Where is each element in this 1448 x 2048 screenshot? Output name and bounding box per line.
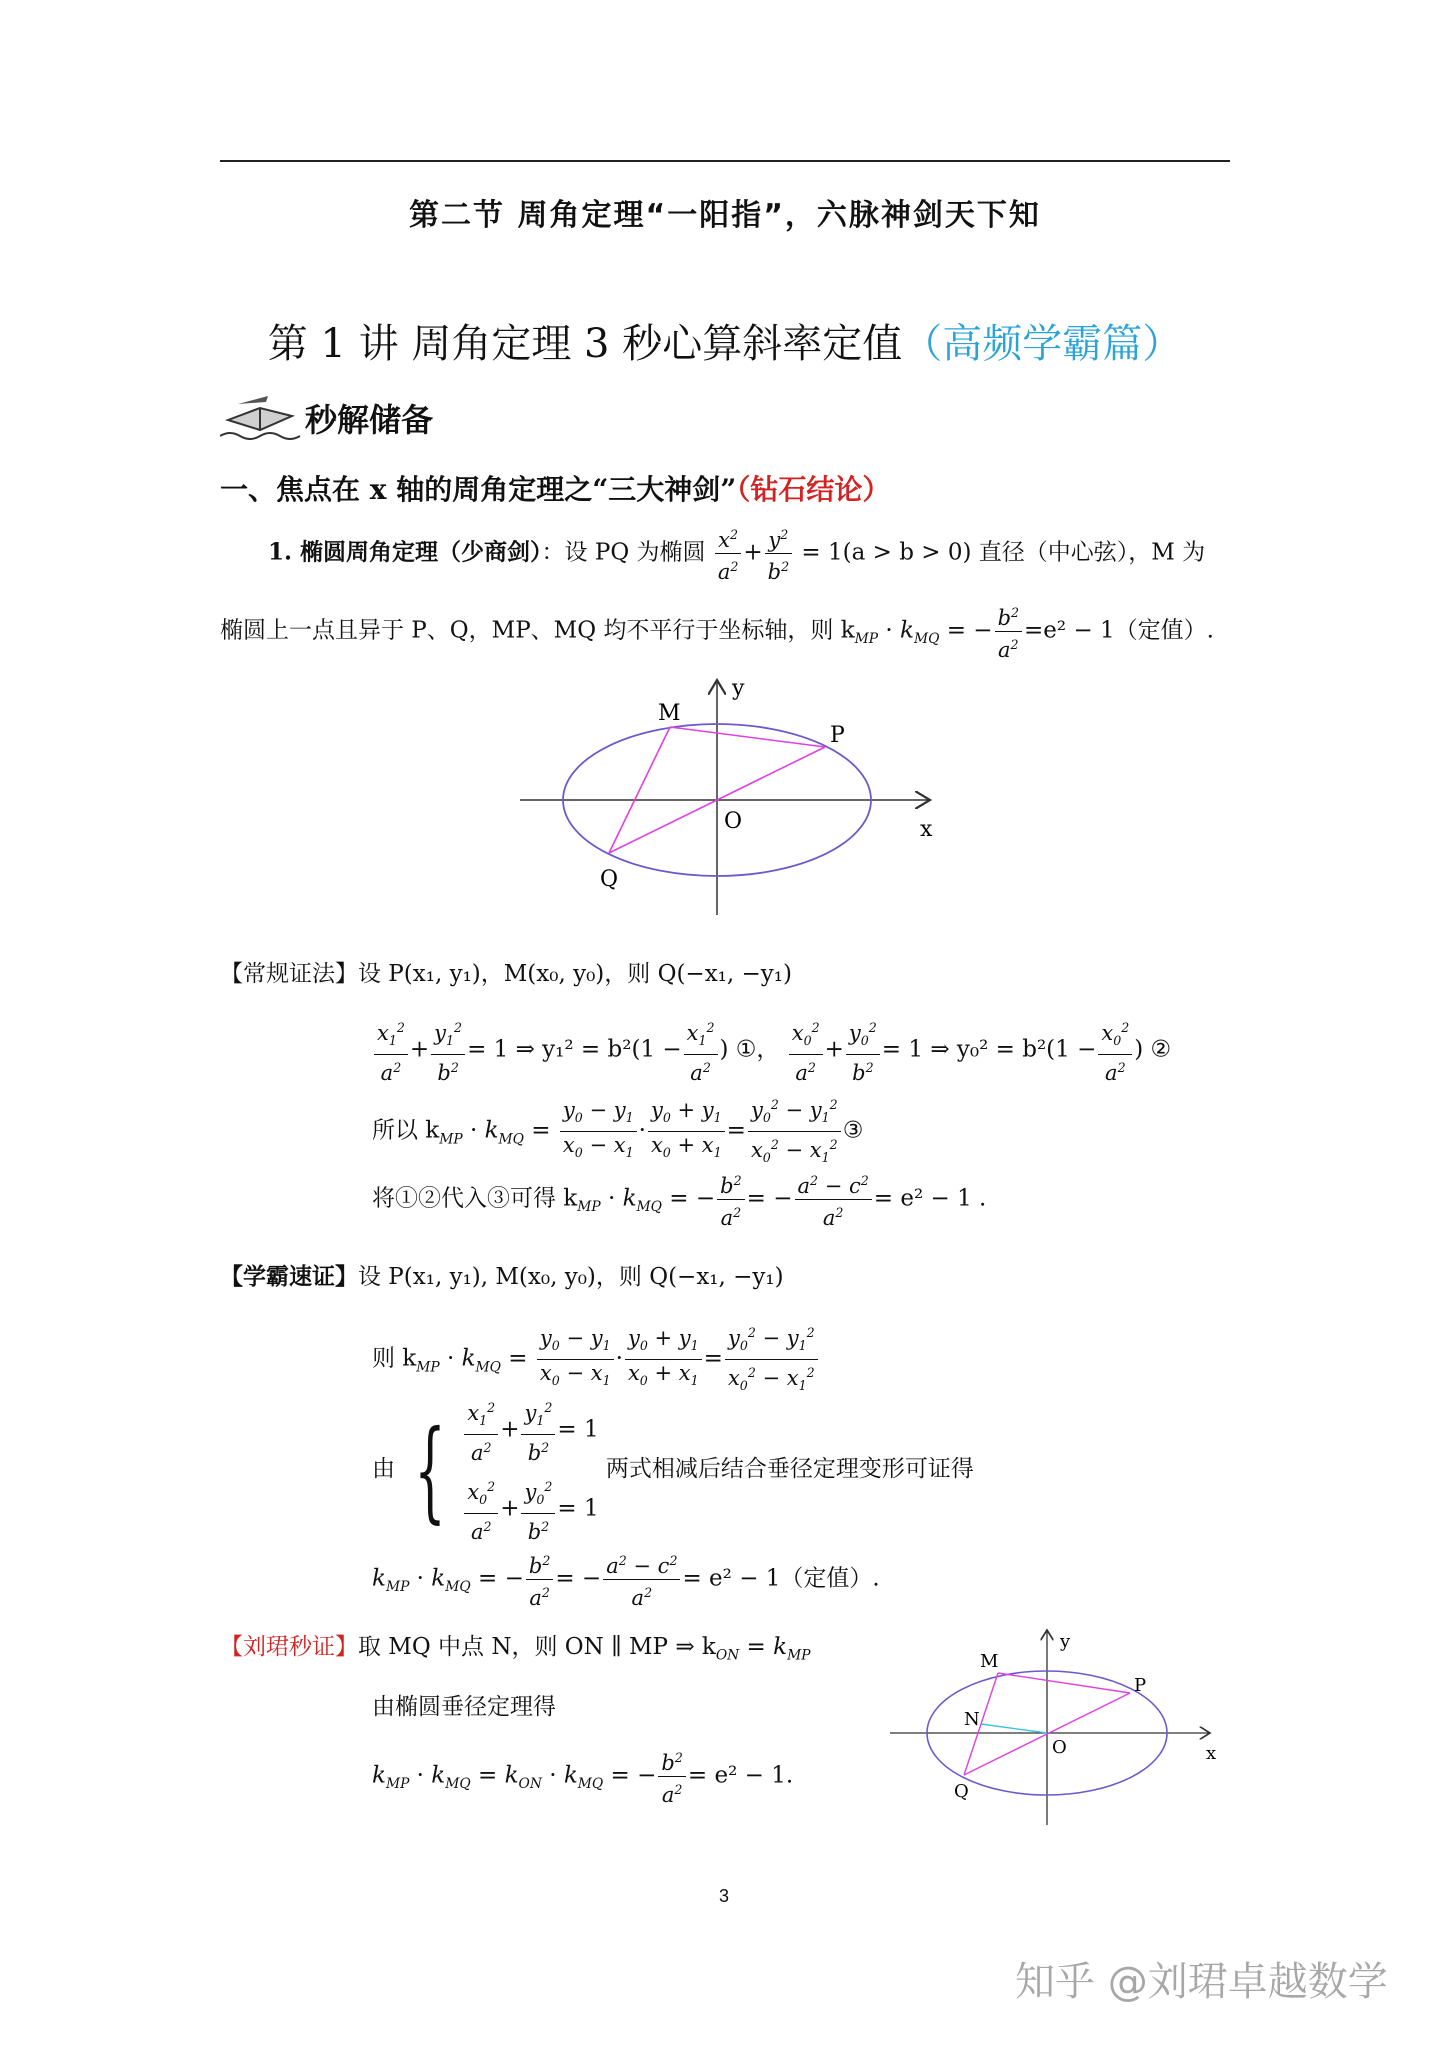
label-M-2: M xyxy=(980,1651,999,1672)
label-y: y xyxy=(732,676,745,701)
section-heading-text: 一、焦点在 x 轴的周角定理之“三大神剑” xyxy=(220,473,737,506)
ellipse-figure-1 xyxy=(510,670,960,920)
label-x: x xyxy=(920,817,933,842)
theorem-line2-b: =e² − 1（定值）. xyxy=(1024,617,1214,644)
proof2-result: $k_{MP} \cdot k_{MQ}$ = − $\frac{b^2}{a^2}$ = − $\frac{a^2 - c^2}{a^2}$ = e² − 1（定值）. xyxy=(372,1548,880,1611)
median-ON xyxy=(981,1724,1047,1733)
label-P-2: P xyxy=(1134,1675,1147,1696)
proof1-so: 所以 k xyxy=(372,1117,440,1144)
proof1-eq1-end: = 1 ⇒ y₁² = b²(1 − xyxy=(467,1036,682,1063)
proof2-label: 【学霸速证】 xyxy=(220,1263,358,1290)
proof1-eq2-end: = 1 ⇒ y₀² = b²(1 − xyxy=(881,1036,1097,1063)
lecture-title xyxy=(220,312,1230,369)
label-P: P xyxy=(830,723,845,748)
proof1-sub: 将①②代入③可得 $k_{MP} \cdot k_{MQ}$ = − $\frac{b^2}{a^2}$ = − $\frac{a^2 - c^2}{a^2}$ = e² − 1 . xyxy=(372,1168,986,1231)
proof1-intro xyxy=(220,955,792,988)
proof1-mark3: ③ xyxy=(842,1117,864,1144)
proof3-line2: 由椭圆垂径定理得 xyxy=(372,1694,556,1720)
theorem-line1-a: ：设 PQ 为椭圆 xyxy=(541,539,706,566)
frac-y2-b2: $\frac{y^2}{b^2}$ xyxy=(765,522,792,585)
proof2-result-end: = e² − 1（定值）. xyxy=(682,1565,880,1592)
label-x-2: x xyxy=(1206,1743,1217,1764)
page-number: 3 xyxy=(718,1886,729,1906)
theorem-line2: 椭圆上一点且异于 P、Q，MP、MQ 均不平行于坐标轴，则 $k_{MP} \cdot k_{MQ}$ = − $\frac{b^2}{a^2}$ =e² − 1（定值）. xyxy=(220,600,1214,663)
theorem-label: 1. 椭圆周角定理（少商剑） xyxy=(268,538,542,566)
proof1-sub-end: = e² − 1 . xyxy=(873,1185,987,1212)
proof2-by: 由 xyxy=(372,1456,395,1483)
label-Q-2: Q xyxy=(954,1781,969,1802)
theorem-line1: 1. 椭圆周角定理（少商剑）：设 PQ 为椭圆 $\frac{x^2}{a^2}$ + $\frac{y^2}{b^2}$ = 1(a > b > 0) 直径（中心弦），M 为 xyxy=(268,522,1205,585)
proof1-eq1: $\frac{x_1^2}{a^2}$ + $\frac{y_1^2}{b^2}$ = 1 ⇒ y₁² = b²(1 − $\frac{x_1^2}{a^2}$ ) ①， $\frac{x_0^2}{a^2}$ + $\frac{y_0^2}{b^2}$ = 1 ⇒ y₀² = b²(1 − $\frac{x_0^2}{a^2}$ ) ② xyxy=(372,1015,1171,1086)
label-O: O xyxy=(724,809,743,834)
proof1-sub-text: 将①②代入③可得 k xyxy=(372,1185,578,1212)
theorem-line1-b: = 1(a > b > 0) 直径（中心弦），M 为 xyxy=(801,539,1206,566)
chord-MQ xyxy=(609,727,670,853)
proof2-system: 由 { $\frac{x_1^2}{a^2}$ + $\frac{y_1^2}{b^2}$ = 1 $\frac{x_0^2}{a^2}$ + $\frac{y_0^2}{b^2}$ = 1 两式相减后结合垂径定理变形可证得 xyxy=(372,1395,974,1545)
theorem-line2-a: 椭圆上一点且异于 P、Q，MP、MQ 均不平行于坐标轴，则 k xyxy=(220,617,855,644)
proof2-intro xyxy=(220,1258,784,1291)
watermark: 知乎 @刘珺卓越数学 xyxy=(1015,1959,1388,2005)
proof2-explain: 两式相减后结合垂径定理变形可证得 xyxy=(605,1456,974,1483)
label-O-2: O xyxy=(1052,1737,1067,1758)
proof2-then: 则 k xyxy=(372,1345,417,1372)
label-Q: Q xyxy=(600,867,619,892)
prep-label: 秒解储备 xyxy=(305,401,434,439)
section-heading-tag: （钻石结论） xyxy=(736,473,891,506)
proof1-eq2-mark: ) ② xyxy=(1134,1036,1172,1063)
section-title: 第二节 周角定理“一阳指”，六脉神剑天下知 xyxy=(409,198,1041,233)
lecture-title-main: 第 1 讲 周角定理 3 秒心算斜率定值 xyxy=(267,321,903,367)
proof2-intro-text: 设 P(x₁, y₁), M(x₀, y₀)，则 Q(−x₁, −y₁) xyxy=(358,1264,784,1290)
section-heading xyxy=(220,468,890,508)
chord-MP-2 xyxy=(998,1673,1130,1693)
label-y-2: y xyxy=(1060,1631,1071,1652)
proof3-line3-end: = e² − 1. xyxy=(687,1762,794,1789)
proof3-intro: 【刘珺秒证】取 MQ 中点 N，则 ON ∥ MP ⇒ $k_{ON} = k_{MP}$ xyxy=(220,1634,811,1664)
label-N-2: N xyxy=(964,1709,980,1730)
proof1-intro-text: 设 P(x₁, y₁)，M(x₀, y₀)，则 Q(−x₁, −y₁) xyxy=(358,961,792,987)
top-rule xyxy=(220,160,1230,162)
book-icon xyxy=(220,390,310,440)
label-M: M xyxy=(658,701,681,726)
ellipse-figure-2 xyxy=(880,1625,1230,1835)
frac-b2-a2: $\frac{b^2}{a^2}$ xyxy=(995,600,1022,663)
proof3-line3: $k_{MP} \cdot k_{MQ} = k_{ON} \cdot k_{MQ}$ = − $\frac{b^2}{a^2}$ = e² − 1. xyxy=(372,1745,793,1808)
proof2-eq: 则 $k_{MP} \cdot k_{MQ}$ = $\frac{y_0 - y_1}{x_0 - x_1}$ · $\frac{y_0 + y_1}{x_0 + x_1}$ = $\frac{y_0^2 - y_1^2}{x_0^2 - x_1^2}$ xyxy=(372,1320,820,1399)
lecture-title-highlight: （高频学霸篇） xyxy=(902,321,1183,367)
proof1-eq1-mark: ) ①， xyxy=(719,1036,780,1063)
proof1-label: 【常规证法】 xyxy=(220,961,358,987)
frac-x2-a2: $\frac{x^2}{a^2}$ xyxy=(715,522,742,585)
proof3-label: 【刘珺秒证】 xyxy=(220,1634,358,1660)
proof1-eq3: 所以 $k_{MP} \cdot k_{MQ}$ = $\frac{y_0 - y_1}{x_0 - x_1}$ · $\frac{y_0 + y_1}{x_0 + x_1}$ = $\frac{y_0^2 - y_1^2}{x_0^2 - x_1^2}$ ③ xyxy=(372,1092,863,1171)
proof3-intro-text: 取 MQ 中点 N，则 ON ∥ MP ⇒ k xyxy=(358,1634,716,1660)
